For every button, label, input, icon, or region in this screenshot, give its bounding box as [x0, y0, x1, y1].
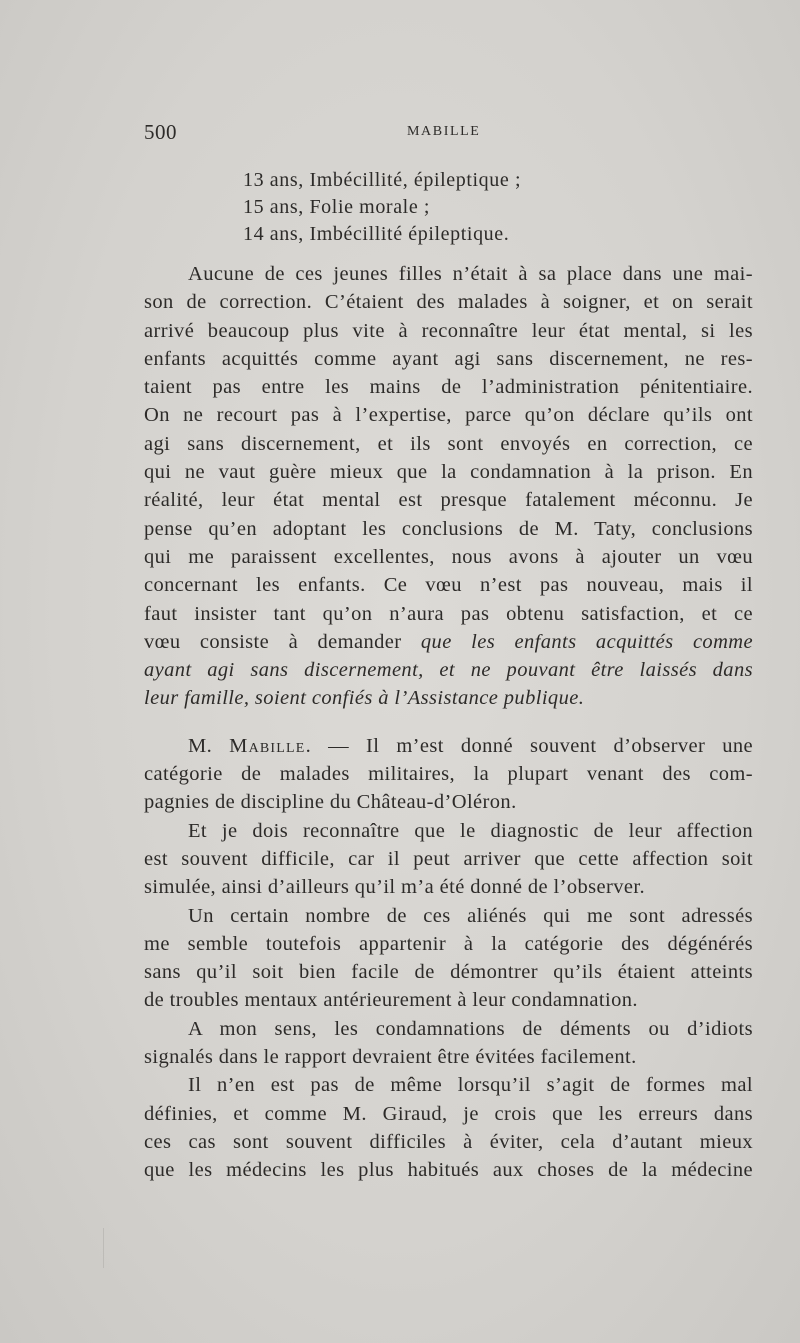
page-number: 500 — [144, 120, 177, 144]
text-line: arrivé beaucoup plus vite à reconnaître leur état mental, si les — [144, 319, 753, 342]
paper-mark — [103, 1228, 104, 1268]
text-line: taient pas entre les mains de l’administration pénitentiaire. — [144, 376, 753, 399]
page-header — [144, 120, 764, 148]
text-line: A mon sens, les condamnations de déments ou d’idiots — [188, 1017, 753, 1040]
text-line: faut insister tant qu’on n’aura pas obtenu satisfaction, et ce — [144, 602, 753, 625]
text-line: réalité, leur état mental est presque fatalement méconnu. Je — [144, 489, 753, 512]
running-head: MABILLE — [407, 124, 481, 139]
text-line: que les médecins les plus habitués aux choses de la médecine — [144, 1159, 753, 1182]
body-text — [144, 260, 753, 1185]
text-line: signalés dans le rapport devraient être évitées facilement. — [144, 1046, 637, 1069]
text-line: agi sans discernement, et ils sont envoyés en correction, ce — [144, 432, 753, 455]
text-line: est souvent difficile, car il peut arriver que cette affection soit — [144, 847, 753, 870]
text-line: pagnies de discipline du Château-d’Oléron. — [144, 791, 517, 814]
paragraph — [144, 260, 753, 713]
text-line: catégorie de malades militaires, la plupart venant des com- — [144, 763, 753, 786]
text-line: Un certain nombre de ces aliénés qui me sont adressés — [188, 904, 753, 927]
text-line: son de correction. C’étaient des malades à soigner, et on serait — [144, 291, 753, 314]
speaker-name: Mabille — [229, 734, 306, 757]
text-line: Il n’en est pas de même lorsqu’il s’agit de formes mal — [188, 1074, 753, 1097]
text-line-italic: leur famille, soient confiés à l’Assistance publique. — [144, 687, 585, 710]
text-line: me semble toutefois appartenir à la catégorie des dégénérés — [144, 932, 753, 955]
text-line: Aucune de ces jeunes filles n’était à sa place dans une mai- — [188, 263, 753, 285]
text-line: sans qu’il soit bien facile de démontrer qu’ils étaient atteints — [144, 961, 753, 984]
text-line: enfants acquittés comme ayant agi sans discernement, ne res- — [144, 347, 753, 370]
list-item: 14 ans, Imbécillité épileptique. — [243, 223, 510, 245]
text-line: ces cas sont souvent difficiles à éviter, cela d’autant mieux — [144, 1130, 753, 1153]
text-roman: . — Il m’est donné souvent d’observer une — [305, 734, 753, 757]
text-line: concernant les enfants. Ce vœu n’est pas nouveau, mais il — [144, 574, 753, 597]
text-line: qui me paraissent excellentes, nous avons à ajouter un vœu — [144, 545, 753, 568]
speaker-prefix: M. — [188, 734, 230, 757]
list-item: 13 ans, Imbécillité, épileptique ; — [243, 169, 522, 191]
text-line: de troubles mentaux antérieurement à leur condamnation. — [144, 989, 638, 1012]
paragraph — [144, 902, 753, 1015]
text-line: pense qu’en adoptant les conclusions de M. Taty, conclusions — [144, 517, 753, 540]
paragraph — [144, 817, 753, 902]
text-line-italic: ayant agi sans discernement, et ne pouvant être laissés dans — [144, 659, 753, 682]
text-line: On ne recourt pas à l’expertise, parce qu’on déclare qu’ils ont — [144, 404, 753, 427]
text-line: simulée, ainsi d’ailleurs qu’il m’a été donné de l’observer. — [144, 876, 646, 899]
paragraph — [144, 732, 753, 817]
text-italic: que les enfants acquittés comme — [420, 630, 753, 653]
text-line — [144, 732, 753, 760]
paragraph — [144, 1015, 753, 1072]
paragraph — [144, 1071, 753, 1184]
text-line: qui ne vaut guère mieux que la condamnation à la prison. En — [144, 461, 753, 484]
text-line: Et je dois reconnaître que le diagnostic de leur affection — [188, 819, 753, 842]
text-roman: vœu consiste à demander — [144, 630, 421, 653]
age-diagnosis-list — [243, 167, 521, 248]
list-item: 15 ans, Folie morale ; — [243, 196, 431, 218]
text-line — [144, 628, 753, 656]
text-line: définies, et comme M. Giraud, je crois que les erreurs dans — [144, 1102, 753, 1125]
